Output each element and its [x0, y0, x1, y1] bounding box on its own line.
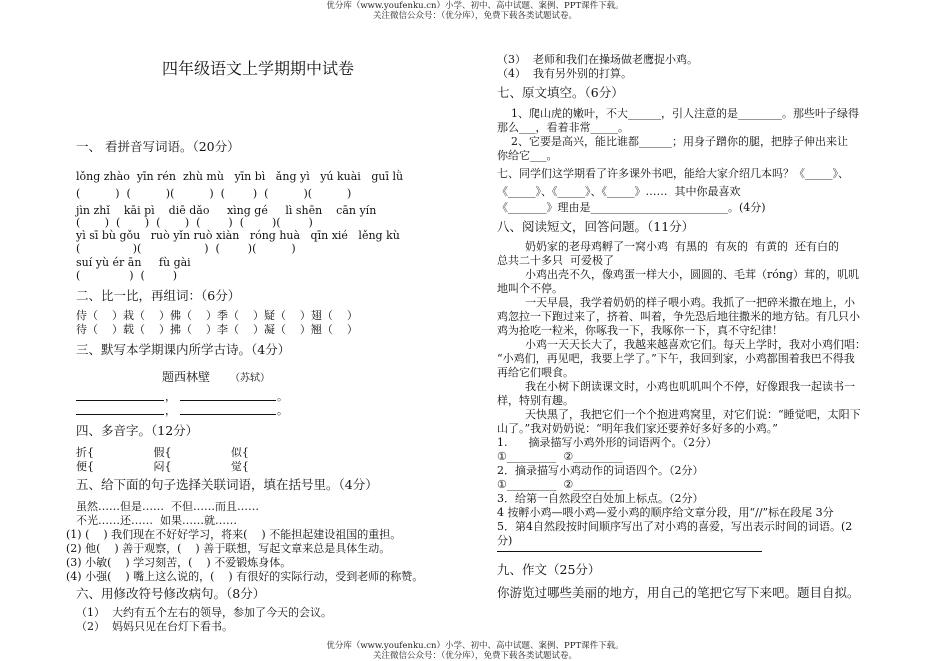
section-9-heading: 九、作文（25分）: [497, 562, 601, 577]
books-line-2: 《_____》、《_____》、《_____》…… 其中你最喜欢: [497, 185, 741, 198]
section-8-heading: 八、阅读短文，回答问题。（11分）: [497, 219, 695, 234]
pinyin-row-2: jìn zhǐ kāi pì diē dǎo xìng gé lì shēn cān yín: [76, 204, 377, 217]
sentence-q3: （3） 老师和我们在操场做老鹰捉小鸡。: [497, 53, 698, 66]
pinyin-row-1: lǒng zhào yīn rén zhù mù yīn bì ǎng yì yú kuài guī lǜ: [76, 170, 404, 183]
passage-p5a: 我在小树下朗读课文时，小鸡也叽叽叫个不停，好像跟我一起读书一: [497, 380, 855, 393]
blank-row-3: ( )( ) ( )( ): [76, 242, 296, 255]
question-5-line-1: 5．第4自然段按时间顺序写出了对小鸡的喜爱，写出表示时间的词语。(2: [497, 520, 853, 533]
blank-row-1: ( ) ( )( ) ( ) ( )( ): [76, 187, 352, 200]
polyphone-row-1: 折{ 假{ 似{: [76, 446, 249, 459]
passage-p2a: 小鸡出壳不久，像鸡蛋一样大小，圆圆的、毛茸（róng）茸的，叽叽: [497, 268, 859, 281]
blank-row-4: ( ) ( ): [76, 269, 178, 282]
question-5-answer-line[interactable]: [497, 551, 762, 552]
question-2: 2．摘录描写小鸡动作的词语四个。（2分）: [497, 464, 704, 477]
poem-period-2: 。: [277, 404, 288, 417]
conjunction-options-2: 不光……还…… 如果……就……: [76, 514, 237, 527]
conjunction-options-1: 虽然……但是…… 不但……而且……: [76, 500, 259, 513]
poem-blank-2[interactable]: [180, 400, 276, 401]
passage-p6b: 山了。”我对奶奶说：“明年我们家还要养好多好多的小鸡。”: [497, 422, 778, 435]
fill-line-1: 1、爬山虎的嫩叶，不大______，引人注意的是________。那些叶子绿得: [497, 107, 859, 120]
section-4-heading: 四、多音字。（12分）: [76, 423, 199, 438]
sentence-q1: （1） 大约有五个左右的领导，参加了今天的会议。: [76, 606, 332, 619]
poem-blank-4[interactable]: [180, 414, 276, 415]
passage-p6a: 天快黑了，我把它们一个个抱进鸡窝里，对它们说：“睡觉吧，太阳下: [497, 408, 861, 421]
passage-p1a: 奶奶家的老母鸡孵了一窝小鸡 有黑的 有灰的 有黄的 还有白的: [497, 240, 839, 253]
header-line-2: 关注微信公众号：（优分库），免费下载各类试题试卷。: [372, 11, 577, 21]
books-line-1: 七、同学们这学期看了许多课外书吧，能给大家介绍几本吗？《_____》、: [497, 167, 849, 180]
section-2-heading: 二、比一比，再组词：（6分）: [76, 288, 241, 303]
passage-p5b: 样，特别有趣。: [497, 394, 574, 407]
blank-row-2: ( ) ( ) ( ) ( ) ( )( ): [76, 216, 313, 229]
passage-p1b: 总共二十多只 可爱极了: [497, 254, 614, 267]
poem-blank-3[interactable]: [76, 414, 164, 415]
passage-p3c: 鸡为抢吃一粒米，你啄我一下，我啄你一下，真不守纪律！: [497, 324, 783, 337]
poem-blank-1[interactable]: [76, 400, 164, 401]
passage-p4c: 再给它们喂食。: [497, 366, 574, 379]
section-5-heading: 五、给下面的句子选择关联词语，填在括号里。（4分）: [76, 477, 378, 492]
fill-line-2: 那么___，看着非常_____。: [497, 121, 629, 134]
passage-p4b: “小鸡们，再见吧，我要上学了。”下午，我回到家，小鸡都围着我巴不得我: [497, 352, 855, 365]
compare-row-1: 侍（ ）栽（ ）佛（ ）季（ ）疑（ ）翅（ ）: [76, 309, 358, 322]
passage-p3b: 鸡忽拉一下跑过来了，挤着、叫着，争先恐后地往撒米的地方钻。有几只小: [497, 310, 860, 323]
conjunction-q4: (4) 小强( ) 嘴上这么说的，( ) 有很好的实际行动，受到老师的称赞。: [66, 570, 424, 583]
header-line-1: 优分库（www.youfenku.cn）小学、初中、高中试题、案例、PPT课件下载。: [326, 1, 624, 11]
poem-author: （苏轼）: [230, 373, 270, 384]
passage-p3a: 一天早晨，我学着奶奶的样子喂小鸡。我抓了一把碎米撒在地上，小: [497, 296, 855, 309]
conjunction-q1: (1) ( ) 我们现在不好好学习，将来( ) 不能担起建设祖国的重担。: [66, 528, 402, 541]
sentence-q4: （4） 我有另外别的打算。: [497, 67, 632, 80]
passage-p4a: 小鸡一天天长大了，我越来越喜欢它们。每天上学时，我对小鸡们唱：: [497, 338, 866, 351]
section-3-heading: 三、默写本学期课内所学古诗。（4分）: [76, 342, 291, 357]
conjunction-q3: (3) 小敏( ) 学习刻苦，( ) 不爱锻炼身体。: [66, 556, 292, 569]
conjunction-q2: (2) 他( ) 善于观察，( ) 善于联想，写起文章来总是具体生动。: [66, 542, 391, 555]
footer-line-2: 关注微信公众号：（优分库），免费下载各类试题试卷。: [372, 651, 577, 661]
poem-title: 题西林壁: [162, 370, 211, 384]
books-line-3: 《_______》理由是_________________________。(4分): [497, 201, 766, 214]
question-1: 1. 摘录描写小鸡外形的词语两个。（2分）: [497, 436, 717, 449]
essay-prompt: 你游览过哪些美丽的地方，用自己的笔把它写下来吧。题目自拟。: [497, 585, 860, 600]
question-5-line-2: 分): [497, 534, 513, 547]
polyphone-row-2: 便{ 闷{ 觉{: [76, 460, 249, 473]
section-1-heading: 一、 看拼音写词语。（20分）: [76, 139, 240, 154]
page-header: [0, 1, 950, 21]
poem-period-1: 。: [277, 390, 288, 403]
pinyin-row-3: yì sī bù gǒu ruò yǐn ruò xiàn róng huà qīn xié lěng kù: [76, 229, 400, 242]
question-1-answers: ①_________ ②_________: [497, 450, 623, 463]
poem-comma-1: ，: [165, 390, 176, 403]
footer-line-1: 优分库（www.youfenku.cn）小学、初中、高中试题、案例、PPT课件下载。: [326, 641, 624, 651]
compare-row-2: 待（ ）载（ ）拂（ ）李（ ）凝（ ）翘（ ）: [76, 323, 358, 336]
section-6-heading: 六、用修改符号修改病句。（8分）: [76, 586, 266, 601]
question-2-answers: ①_________ ②_________: [497, 478, 623, 491]
question-4: 4 按孵小鸡—喂小鸡—爱小鸡的顺序给文章分段，用“//”标在段尾 3分: [497, 506, 834, 519]
poem-comma-2: ，: [165, 404, 176, 417]
sentence-q2: （2） 妈妈只见在台灯下看书。: [76, 620, 233, 633]
fill-line-3: 2、它要是高兴，能比谁都______；用身子蹭你的腿，把脖子伸出来让: [497, 135, 848, 148]
question-3: 3．给第一自然段空白处加上标点。（2分）: [497, 492, 704, 505]
pinyin-row-4: suí yù ér ān fù gài: [76, 256, 191, 269]
section-7-heading: 七、原文填空。（6分）: [497, 85, 624, 100]
fill-line-4: 你给它___。: [497, 149, 558, 162]
page-footer: [0, 641, 950, 661]
passage-p2b: 地叫个不停。: [497, 282, 563, 295]
page-title: 四年级语文上学期期中试卷: [162, 59, 355, 78]
